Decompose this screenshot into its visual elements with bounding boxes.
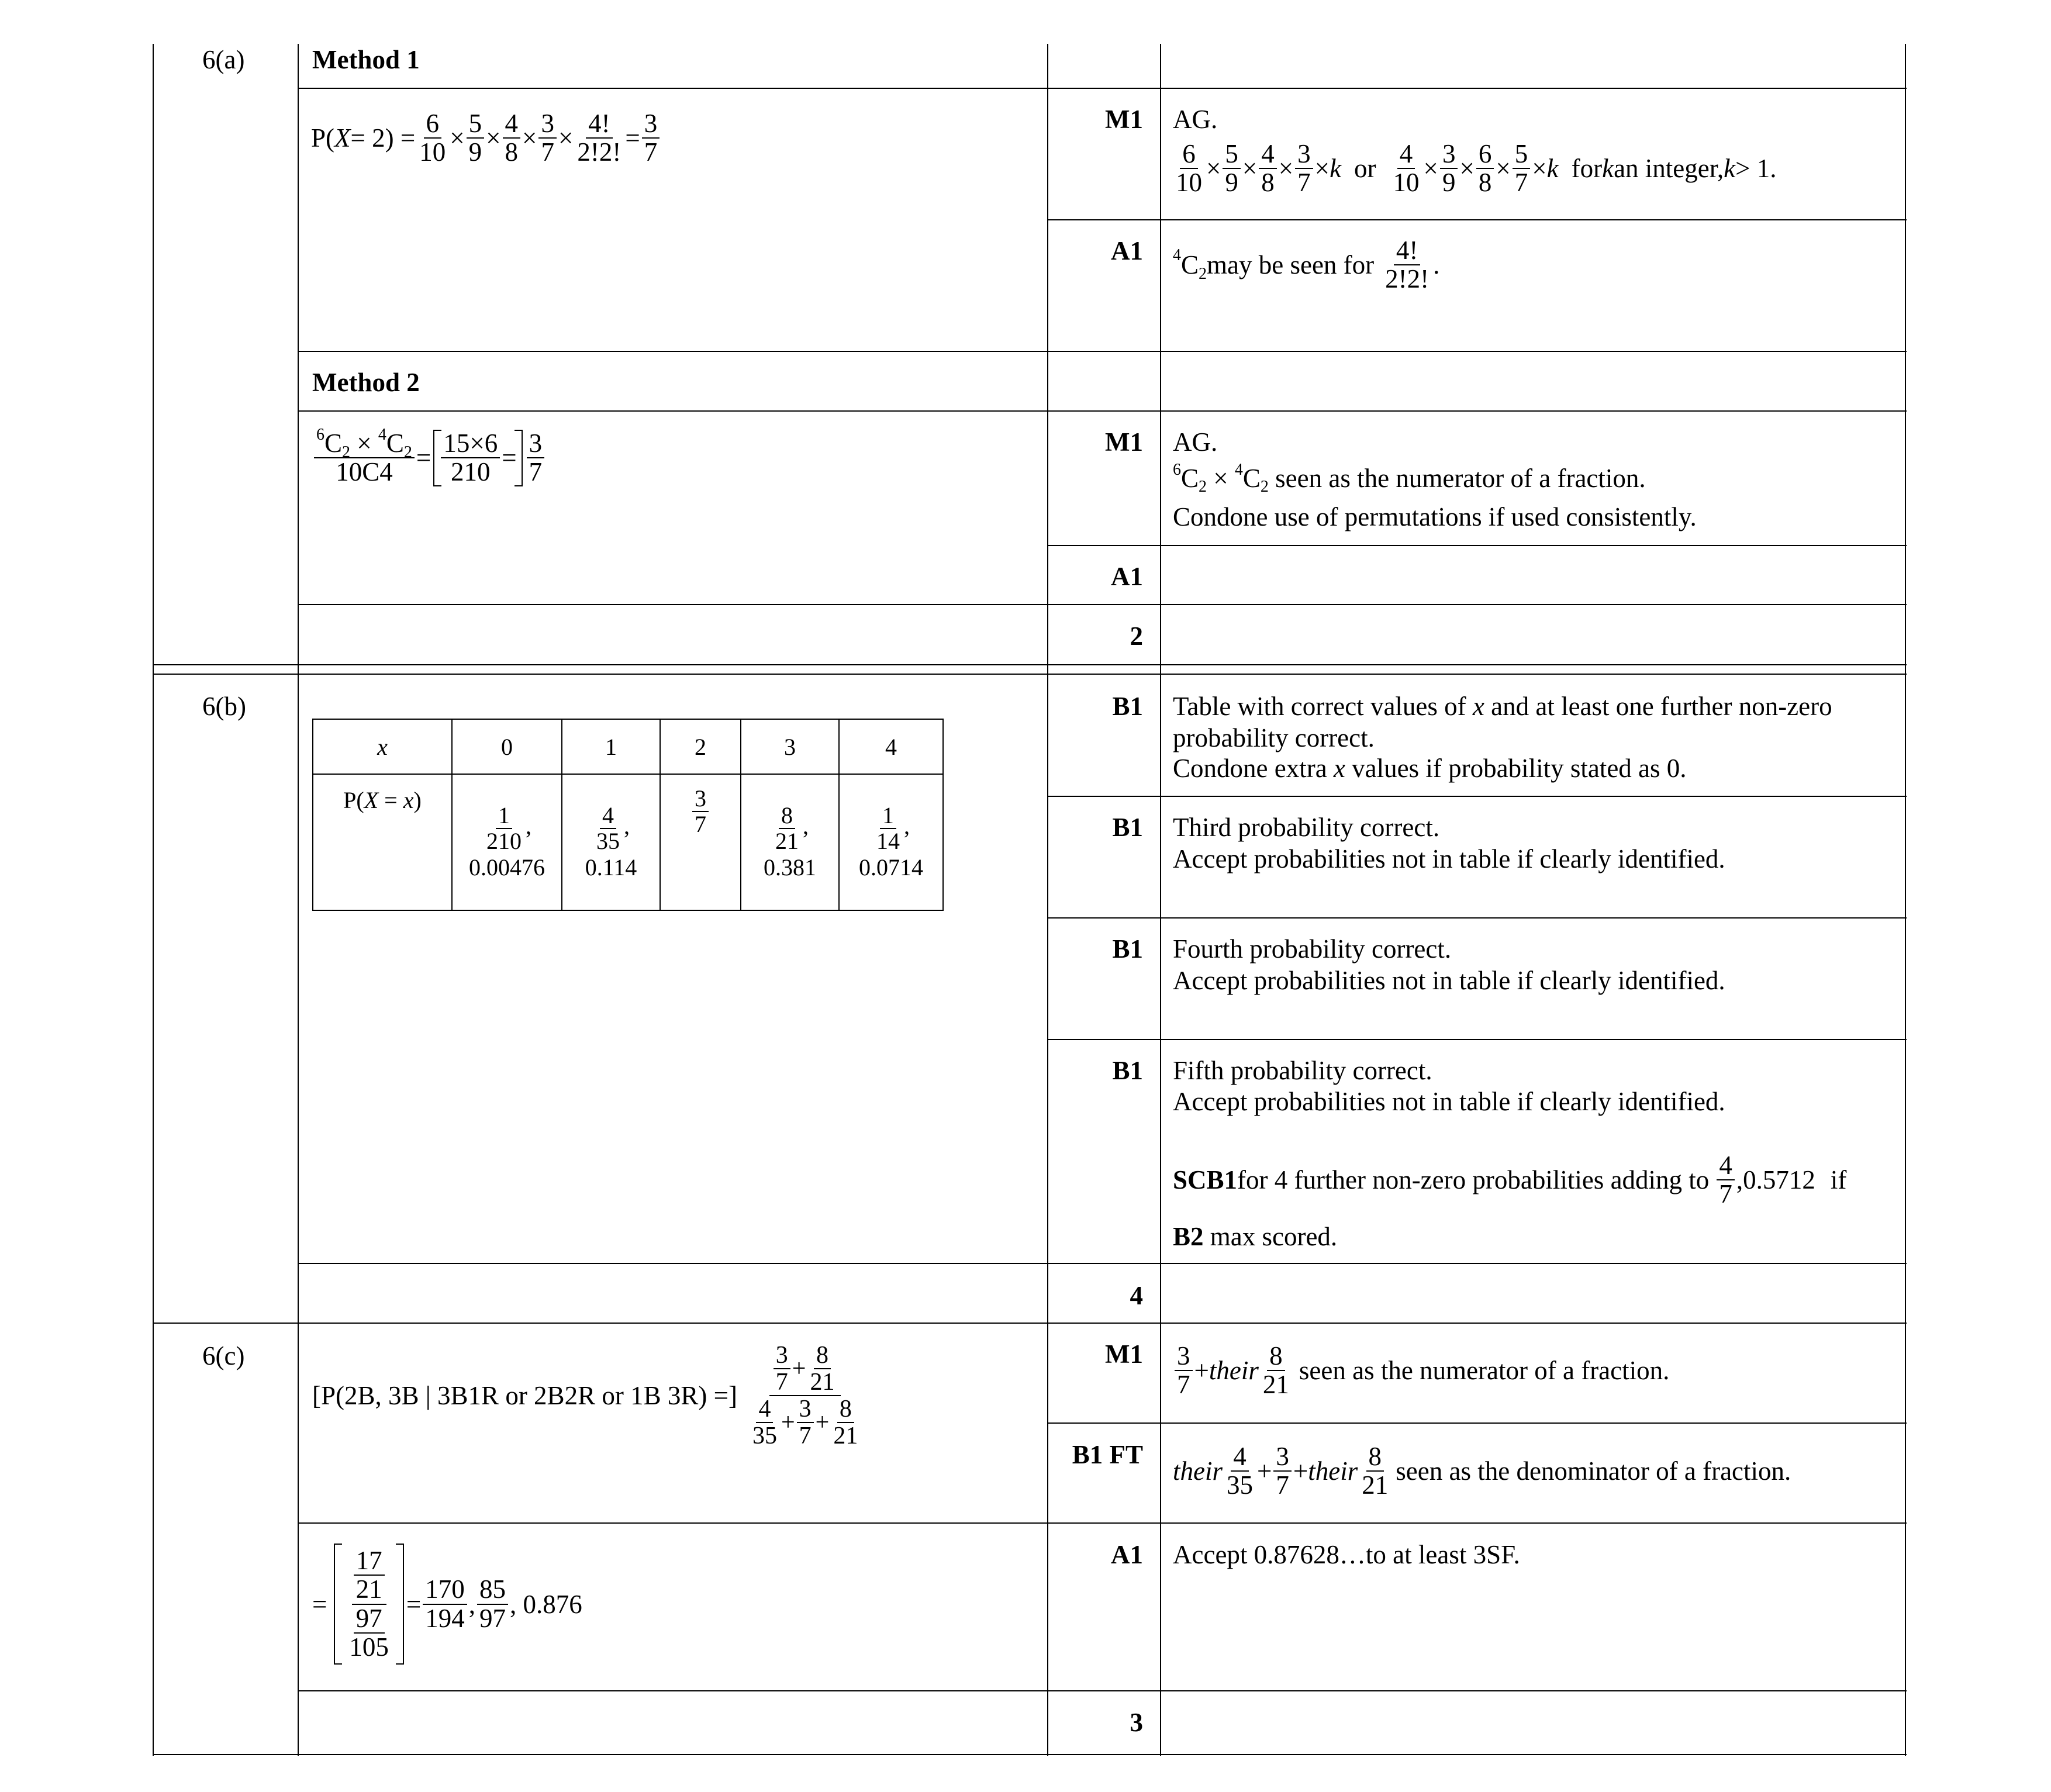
fraction: $\frac{170}{194}$: [423, 1576, 467, 1632]
6c-answer1: [312, 1342, 866, 1449]
grid-hline: [1047, 1039, 1907, 1040]
mark-m1-method2: M1: [1105, 427, 1143, 457]
mark-b1-4: B1: [1112, 1056, 1143, 1085]
fraction: $\frac{3}{7}$: [538, 110, 557, 167]
probability-table: [312, 719, 944, 911]
mark-b1-2: B1: [1112, 813, 1143, 842]
m1-guidance-ag: AG.: [1173, 105, 1218, 134]
fraction: 3 7: [1295, 140, 1313, 197]
fraction: 5 7: [1513, 140, 1531, 197]
b1-3-line1: Fourth probability correct.: [1173, 934, 1452, 964]
question-label-6a: 6(a): [202, 45, 245, 74]
total-6b: 4: [1130, 1281, 1143, 1310]
times-sign: ×: [450, 123, 465, 153]
table-row-prob: [313, 774, 943, 910]
m1-method2-line2: $^6C_2 \times ^4C_2$ seen as the numerator of a fraction.: [1173, 461, 1646, 496]
m1-method2-ag: AG.: [1173, 427, 1218, 457]
fraction: $\frac{5}{9}$: [467, 110, 485, 167]
mark-m1: M1: [1105, 105, 1143, 134]
grid-hline-double-top: [153, 664, 1907, 665]
b1ft-guidance: their 4 35 + $\frac{3}{7}$ + their 8 21 seen as the denominator of a fraction.: [1173, 1442, 1791, 1500]
a1-guidance: $^4C_2$ may be seen for 4! 2!2! .: [1173, 236, 1440, 294]
b1-4-line2: Accept probabilities not in table if clearly identified.: [1173, 1087, 1725, 1116]
mark-m1-6c: M1: [1105, 1339, 1143, 1369]
table-cell-prob: $\frac{4}{35}$ , 0.114: [562, 774, 660, 910]
times-sign: ×: [486, 123, 501, 153]
table-cell-x: 3: [741, 719, 839, 774]
grid-hline: [153, 1323, 1907, 1324]
grid-hline: [298, 88, 1907, 89]
fraction: $\frac{3}{7}$: [642, 110, 660, 167]
method2-title: Method 2: [312, 368, 420, 397]
method1-title: Method 1: [312, 45, 420, 74]
question-label-6b: 6(b): [202, 692, 246, 721]
equals-sign: =: [416, 443, 431, 473]
b1-1-line3: Condone extra x values if probability stated as 0.: [1173, 754, 1687, 783]
grid-hline: [1047, 545, 1907, 546]
fraction: 4 35: [1227, 1442, 1253, 1500]
method1-lhs-post: = 2) =: [350, 123, 416, 153]
a1-6c-guidance: Accept 0.87628…to at least 3SF.: [1173, 1540, 1520, 1569]
b1-2-line1: Third probability correct.: [1173, 813, 1440, 842]
fraction: 6 8: [1476, 140, 1494, 197]
grid-hline-bottom: [153, 1754, 1907, 1755]
grid-hline: [1047, 219, 1907, 220]
mark-b1-3: B1: [1112, 934, 1143, 964]
fraction: $\frac{6}{10}$: [419, 109, 446, 167]
grid-hline: [298, 1690, 1907, 1691]
grid-hline-double-bottom: [153, 674, 1907, 675]
table-row-x: [313, 719, 943, 774]
fraction: 85 97: [477, 1576, 508, 1632]
bracket: $\frac{15\times 6}{210}$ =: [433, 430, 522, 486]
fraction: 6 10: [1176, 139, 1202, 198]
m1-method2-line3: Condone use of permutations if used consistently.: [1173, 502, 1697, 531]
mark-a1-6c: A1: [1111, 1540, 1143, 1569]
6c-answer1-prefix: [P(2B, 3B | 3B1R or 2B2R or 1B 3R) =]: [312, 1381, 737, 1411]
b1-3-line2: Accept probabilities not in table if clearly identified.: [1173, 966, 1725, 995]
fraction: $\frac{^6C_2 \times ^4C_2}{10C4}$: [314, 430, 415, 486]
fraction: $\frac{4}{8}$: [503, 110, 521, 167]
fraction: 8 21: [1262, 1341, 1289, 1400]
table-cell-prob: $\frac{1}{210}$ , 0.00476: [452, 774, 562, 910]
compound-fraction: 3 7 + $\frac{8}{21}$ 4 35 + $\frac{3}{7}$ + $\frac{8}{21}$: [752, 1342, 858, 1450]
equals-sign: =: [625, 123, 640, 153]
b1-4-line1: Fifth probability correct.: [1173, 1056, 1432, 1085]
grid-hline: [1047, 796, 1907, 797]
grid-hline: [1047, 917, 1907, 919]
grid-vline-right: [1905, 44, 1906, 1756]
fraction: 3 9: [1440, 140, 1458, 197]
fraction: 5 9: [1223, 140, 1241, 197]
question-label-6c: 6(c): [202, 1341, 245, 1370]
6c-answer2: = $\frac{17}{21}$ $\frac{97}{105}$ = $\frac{170}{194}$ , 85 97 , 0.876: [312, 1544, 582, 1665]
table-header-x: x: [313, 719, 452, 774]
scb1-note: SCB1 for 4 further non-zero probabilities adding to 4 7 ,0.5712 if: [1173, 1151, 1847, 1209]
table-cell-prob: $\frac{1}{14}$ , 0.0714: [839, 774, 943, 910]
fraction: $\frac{3}{7}$: [527, 430, 545, 486]
method1-lhs-var: X: [334, 123, 351, 153]
fraction: 4 7: [1717, 1152, 1735, 1209]
method1-lhs-pre: P(: [311, 123, 335, 153]
grid-hline: [298, 351, 1907, 352]
table-cell-x: 0: [452, 719, 562, 774]
grid-hline: [298, 604, 1907, 605]
grid-hline: [1047, 1422, 1907, 1424]
mark-a1-method2: A1: [1111, 562, 1143, 591]
times-sign: ×: [522, 123, 537, 153]
method1-answer: [311, 110, 661, 167]
mark-a1: A1: [1111, 236, 1143, 265]
grid-hline: [298, 1522, 1907, 1524]
table-cell-prob: $\frac{8}{21}$ , 0.381: [741, 774, 839, 910]
m1-guidance-expression: 6 10 × 5 9 × 4 8 × 3 7 × k or 4 10 × 3 9 × 6 8 × 5 7 × k for k an integer, k > 1.: [1172, 140, 1777, 197]
fraction: 4! 2!2!: [1385, 236, 1430, 294]
fraction: $\frac{15\times 6}{210}$: [441, 430, 500, 486]
bracket: [334, 1544, 404, 1665]
a1-guidance-text: may be seen for: [1207, 250, 1375, 280]
table-cell-x: 4: [839, 719, 943, 774]
fraction: 4 8: [1259, 140, 1277, 197]
mark-b1-1: B1: [1112, 692, 1143, 721]
b1-2-line2: Accept probabilities not in table if clearly identified.: [1173, 844, 1725, 873]
method2-answer: [312, 426, 546, 487]
table-cell-prob: $\frac{3}{7}$: [660, 774, 741, 910]
grid-vline-question: [298, 44, 299, 1756]
times-sign: ×: [558, 123, 574, 153]
fraction: 8 21: [1362, 1442, 1389, 1500]
table-header-prob: P(X = x): [313, 774, 452, 910]
b1-1-line2: probability correct.: [1173, 723, 1375, 752]
table-cell-x: 1: [562, 719, 660, 774]
b1-1-line1: Table with correct values of x and at least one further non-zero: [1173, 692, 1832, 721]
grid-hline: [298, 1263, 1907, 1264]
table-cell-x: 2: [660, 719, 741, 774]
grid-vline-left: [153, 44, 154, 1756]
total-6a: 2: [1130, 621, 1143, 651]
total-6c: 3: [1130, 1708, 1143, 1737]
compound-fraction: $\frac{17}{21}$ $\frac{97}{105}$: [349, 1546, 389, 1662]
grid-vline-marks: [1160, 44, 1161, 1756]
fraction: $\frac{3}{7}$: [1273, 1443, 1292, 1500]
m1-6c-guidance: 3 7 + their 8 21 seen as the numerator of a fraction.: [1173, 1342, 1669, 1399]
grid-vline-answer: [1047, 44, 1048, 1756]
mark-b1ft: B1 FT: [1072, 1440, 1143, 1469]
or-text: or: [1354, 154, 1376, 184]
fraction: 3 7: [1175, 1342, 1193, 1399]
grid-hline: [298, 410, 1907, 412]
fraction: $\frac{4!}{2!2!}$: [577, 109, 621, 167]
b2-note: B2 max scored.: [1173, 1222, 1338, 1251]
fraction: 4 10: [1393, 139, 1420, 198]
